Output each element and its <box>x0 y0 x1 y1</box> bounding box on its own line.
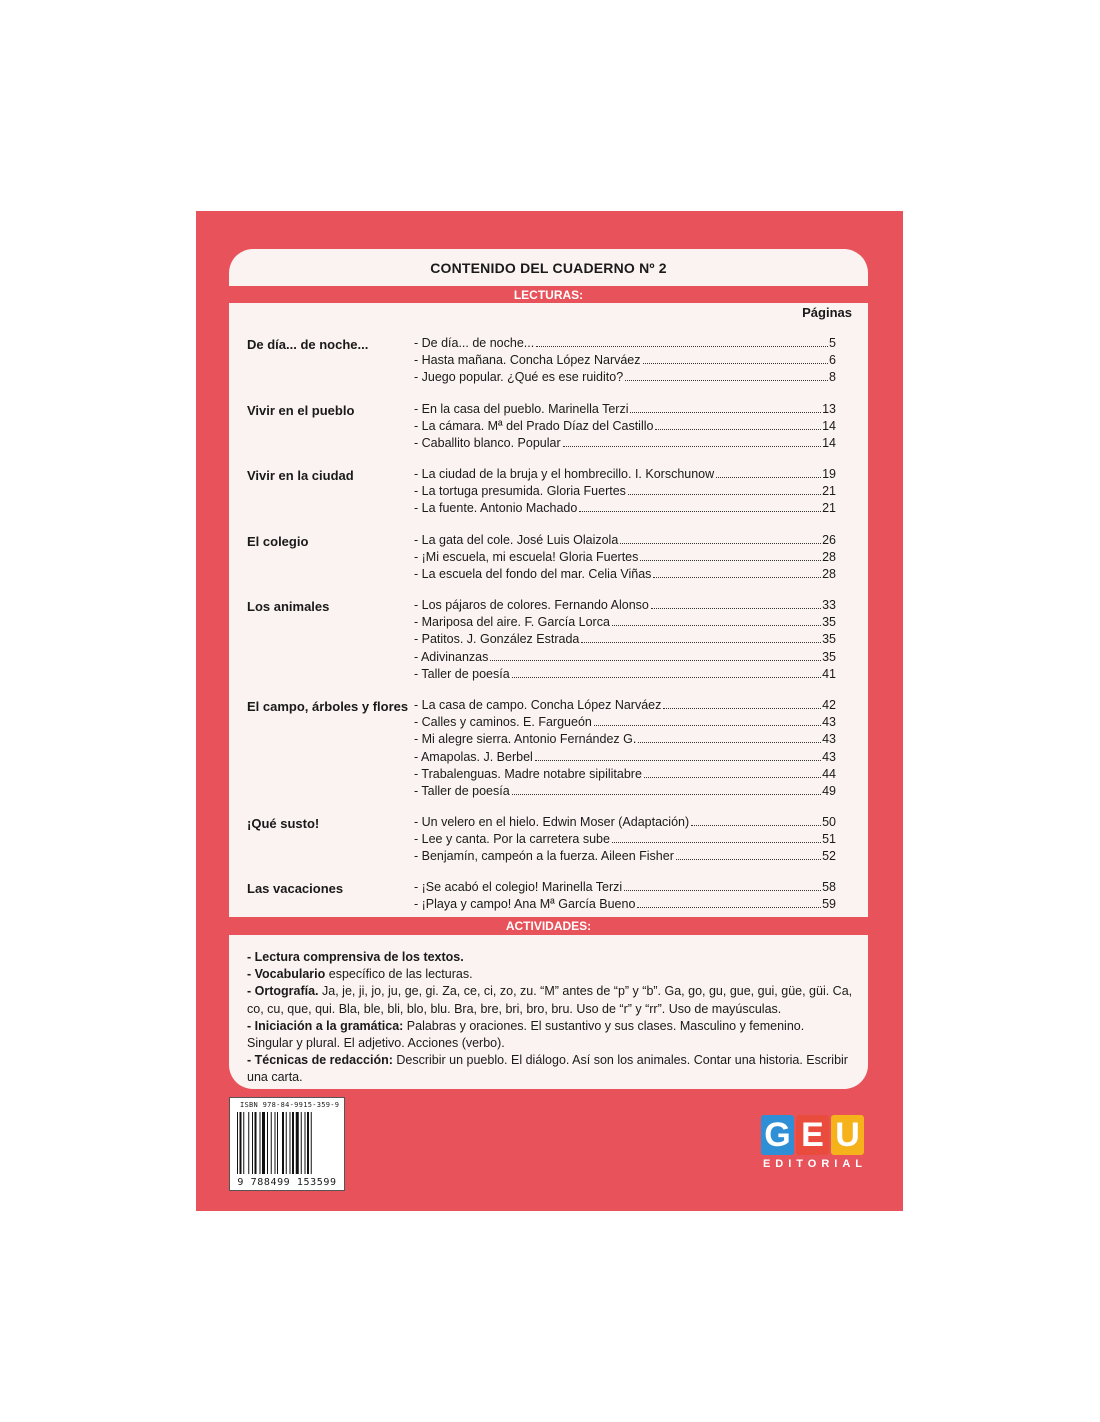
back-cover <box>196 211 903 1211</box>
toc-entry <box>414 484 836 501</box>
actividad-desc: Palabras y oraciones. El sustantivo y sus clases. Masculino y femenino. Singular y plural. El adjetivo. Acciones (verbo). <box>247 1018 805 1051</box>
dot-leader <box>594 725 821 726</box>
toc-entry <box>414 897 836 914</box>
entry-page: 14 <box>822 419 836 434</box>
toc-entry <box>414 533 836 550</box>
barcode-bar <box>305 1112 306 1174</box>
dot-leader <box>653 577 821 578</box>
dot-leader <box>716 477 821 478</box>
dot-leader <box>563 446 821 447</box>
actividad-item <box>247 1018 853 1052</box>
entry-title: - La ciudad de la bruja y el hombrecillo. I. Korschunow <box>414 467 715 481</box>
barcode <box>229 1097 345 1191</box>
entry-page: 50 <box>822 815 836 829</box>
dot-leader <box>624 890 821 891</box>
lecturas-panel <box>229 303 868 917</box>
contents-header <box>229 249 868 286</box>
toc-entry <box>414 501 836 518</box>
actividad-label: - Ortografía. <box>247 984 319 999</box>
barcode-bar <box>286 1112 287 1174</box>
barcode-bar <box>271 1112 272 1174</box>
entry-title: - De día... de noche... <box>414 336 535 350</box>
toc-entry <box>414 815 836 832</box>
section-theme: ¡Qué susto! <box>247 816 320 831</box>
toc-entry <box>414 849 836 866</box>
dot-leader <box>625 380 828 381</box>
barcode-bar <box>311 1112 312 1174</box>
barcode-bar <box>301 1112 302 1174</box>
dot-leader <box>581 642 821 643</box>
dot-leader <box>612 842 821 843</box>
isbn-label: ISBN 978-84-9915-359-9 <box>240 1101 340 1109</box>
toc-entry <box>414 419 836 436</box>
logo-subtitle: EDITORIAL <box>762 1158 868 1170</box>
entry-page: 35 <box>822 632 836 647</box>
barcode-bars <box>236 1112 338 1174</box>
entry-title: - Un velero en el hielo. Edwin Moser (Adaptación) <box>414 815 690 829</box>
actividad-label: - Lectura comprensiva de los textos. <box>247 950 464 964</box>
dot-leader <box>512 677 821 678</box>
entry-page: 21 <box>822 484 836 499</box>
entry-page: 28 <box>822 550 836 565</box>
entry-title: - La cámara. Mª del Prado Díaz del Castillo <box>414 419 654 434</box>
section-theme: Vivir en el pueblo <box>247 403 355 418</box>
isbn-number: 9 788499 153599 <box>237 1177 337 1188</box>
dot-leader <box>676 859 821 860</box>
entry-title: - Juego popular. ¿Qué es ese ruidito? <box>414 370 624 385</box>
entry-title: - ¡Playa y campo! Ana Mª García Bueno <box>414 897 636 912</box>
entry-page: 13 <box>822 402 836 416</box>
dot-leader <box>490 660 821 661</box>
entry-page: 59 <box>822 897 836 912</box>
barcode-bar <box>252 1112 253 1174</box>
entry-page: 43 <box>822 715 836 730</box>
section-theme: El colegio <box>247 534 309 549</box>
dot-leader <box>655 429 821 430</box>
dot-leader <box>579 511 821 512</box>
dot-leader <box>637 907 821 908</box>
entry-title: - La escuela del fondo del mar. Celia Viñas <box>414 567 652 582</box>
actividad-desc: específico de las lecturas. <box>325 967 473 982</box>
dot-leader <box>691 825 821 826</box>
dot-leader <box>535 760 821 761</box>
dot-leader <box>640 560 821 561</box>
entry-title: - Trabalenguas. Madre notabre sipilitabre <box>414 766 642 781</box>
entry-title: - Amapolas. J. Berbel <box>414 749 533 764</box>
entry-page: 6 <box>829 353 836 368</box>
barcode-bar <box>243 1112 244 1174</box>
actividades-text <box>247 949 853 1087</box>
barcode-bar <box>237 1112 238 1174</box>
toc-entry <box>414 567 836 584</box>
entry-page: 43 <box>822 732 836 747</box>
dot-leader <box>663 708 821 709</box>
toc-entry <box>414 650 836 667</box>
dot-leader <box>620 543 821 544</box>
actividad-label: - Iniciación a la gramática: <box>247 1018 404 1033</box>
entry-title: - Benjamín, campeón a la fuerza. Aileen Fisher <box>414 849 674 864</box>
logo-letters <box>761 1115 869 1155</box>
entry-title: - Taller de poesía <box>414 666 510 681</box>
entry-title: - ¡Mi escuela, mi escuela! Gloria Fuertes <box>414 550 639 565</box>
barcode-bar <box>255 1112 257 1174</box>
entry-page: 43 <box>822 749 836 764</box>
dot-leader <box>630 412 821 413</box>
dot-leader <box>643 363 829 364</box>
toc-entry <box>414 784 836 801</box>
toc-entry <box>414 832 836 849</box>
entry-title: - Lee y canta. Por la carretera sube <box>414 832 610 847</box>
entry-title: - La tortuga presumida. Gloria Fuertes <box>414 484 626 499</box>
entry-page: 35 <box>822 649 836 664</box>
page-title: CONTENIDO DEL CUADERNO Nº 2 <box>430 259 667 276</box>
barcode-bar <box>307 1112 309 1174</box>
toc-entry <box>414 880 836 897</box>
entry-title: - La gata del cole. José Luis Olaizola <box>414 533 619 547</box>
toc-entry <box>414 698 836 715</box>
entry-title: - Patitos. J. González Estrada <box>414 632 580 647</box>
entry-page: 49 <box>822 784 836 798</box>
toc-entry <box>414 370 836 387</box>
toc-entry <box>414 550 836 567</box>
entry-page: 33 <box>822 598 836 612</box>
entry-page: 28 <box>822 567 836 582</box>
toc-entry <box>414 667 836 684</box>
actividad-item <box>247 966 853 983</box>
actividad-item <box>247 1052 853 1086</box>
dot-leader <box>644 777 821 778</box>
actividad-label: - Técnicas de redacción: <box>247 1053 393 1068</box>
entry-title: - Hasta mañana. Concha López Narváez <box>414 353 641 368</box>
logo-letter: E <box>796 1115 829 1155</box>
entry-title: - Los pájaros de colores. Fernando Alonso <box>414 598 649 612</box>
barcode-bar <box>240 1112 242 1174</box>
entry-title: - Calles y caminos. E. Fargueón <box>414 715 592 730</box>
dot-leader <box>628 494 821 495</box>
entry-page: 42 <box>822 698 836 712</box>
section-theme: El campo, árboles y flores <box>247 699 409 714</box>
toc-entry <box>414 632 836 649</box>
entry-title: - Adivinanzas <box>414 649 489 664</box>
entry-page: 58 <box>822 880 836 894</box>
entry-title: - ¡Se acabó el colegio! Marinella Terzi <box>414 880 623 894</box>
dot-leader <box>651 608 821 609</box>
toc-entry <box>414 353 836 370</box>
actividad-desc: Describir un pueblo. El diálogo. Así son los animales. Contar una historia. Escribir una carta. <box>247 1053 848 1085</box>
dot-leader <box>512 794 821 795</box>
entry-page: 26 <box>822 533 836 547</box>
toc-entry <box>414 336 836 353</box>
section-theme: De día... de noche... <box>247 337 369 352</box>
entry-page: 51 <box>822 832 836 847</box>
entry-title: - Mariposa del aire. F. García Lorca <box>414 615 610 630</box>
barcode-bar <box>296 1112 299 1174</box>
actividad-label: - Vocabulario <box>247 967 326 982</box>
lecturas-heading: LECTURAS: <box>513 288 584 302</box>
entry-page: 41 <box>822 666 836 681</box>
toc-entry <box>414 615 836 632</box>
dot-leader <box>536 346 828 347</box>
toc-entry <box>414 732 836 749</box>
entry-page: 21 <box>822 501 836 516</box>
section-theme: Los animales <box>247 599 330 614</box>
toc-entry <box>414 715 836 732</box>
section-theme: Vivir en la ciudad <box>247 468 354 483</box>
barcode-bar <box>292 1112 294 1174</box>
actividad-item <box>247 983 853 1017</box>
barcode-bar <box>267 1112 268 1174</box>
entry-page: 35 <box>822 615 836 630</box>
barcode-bar <box>290 1112 291 1174</box>
toc-entry <box>414 750 836 767</box>
entry-page: 8 <box>829 370 836 385</box>
barcode-bar <box>248 1112 249 1174</box>
entry-page: 14 <box>822 436 836 451</box>
logo-letter: G <box>761 1115 794 1155</box>
entry-page: 5 <box>829 336 836 350</box>
barcode-bar <box>262 1112 265 1174</box>
entry-page: 52 <box>822 849 836 864</box>
toc-entry <box>414 467 836 484</box>
entry-page: 44 <box>822 766 836 781</box>
actividades-panel <box>229 935 868 1089</box>
paginas-heading: Páginas <box>802 305 852 320</box>
actividades-heading: ACTIVIDADES: <box>505 919 592 933</box>
dot-leader <box>638 742 821 743</box>
entry-title: - Caballito blanco. Popular <box>414 436 561 451</box>
dot-leader <box>612 625 821 626</box>
section-theme: Las vacaciones <box>247 881 344 896</box>
toc-entry <box>414 402 836 419</box>
entry-title: - En la casa del pueblo. Marinella Terzi <box>414 402 629 416</box>
entry-title: - La fuente. Antonio Machado <box>414 501 578 516</box>
barcode-bar <box>277 1112 278 1174</box>
entry-title: - La casa de campo. Concha López Narváez <box>414 698 662 712</box>
actividad-item <box>247 949 853 966</box>
entry-title: - Mi alegre sierra. Antonio Fernández G. <box>414 732 637 747</box>
toc-entry <box>414 767 836 784</box>
entry-page: 19 <box>822 467 836 481</box>
toc-entry <box>414 436 836 453</box>
barcode-bar <box>275 1112 276 1174</box>
barcode-bar <box>260 1112 261 1174</box>
geu-logo <box>761 1115 869 1173</box>
barcode-bar <box>282 1112 284 1174</box>
entry-title: - Taller de poesía <box>414 784 510 798</box>
toc-entry <box>414 598 836 615</box>
logo-letter: U <box>831 1115 864 1155</box>
actividad-desc: Ja, je, ji, jo, ju, ge, gi. Za, ce, ci, zo, zu. “M” antes de “p” y “b”. Ga, go, gu, gue, gui, güe, güi. Ca, co, cu, que, qui. Bla, ble, bli, blo, blu. Bra, bre, bri, bro, bru. Uso de “r” y “rr”. Uso de mayúsculas. <box>247 984 853 1016</box>
